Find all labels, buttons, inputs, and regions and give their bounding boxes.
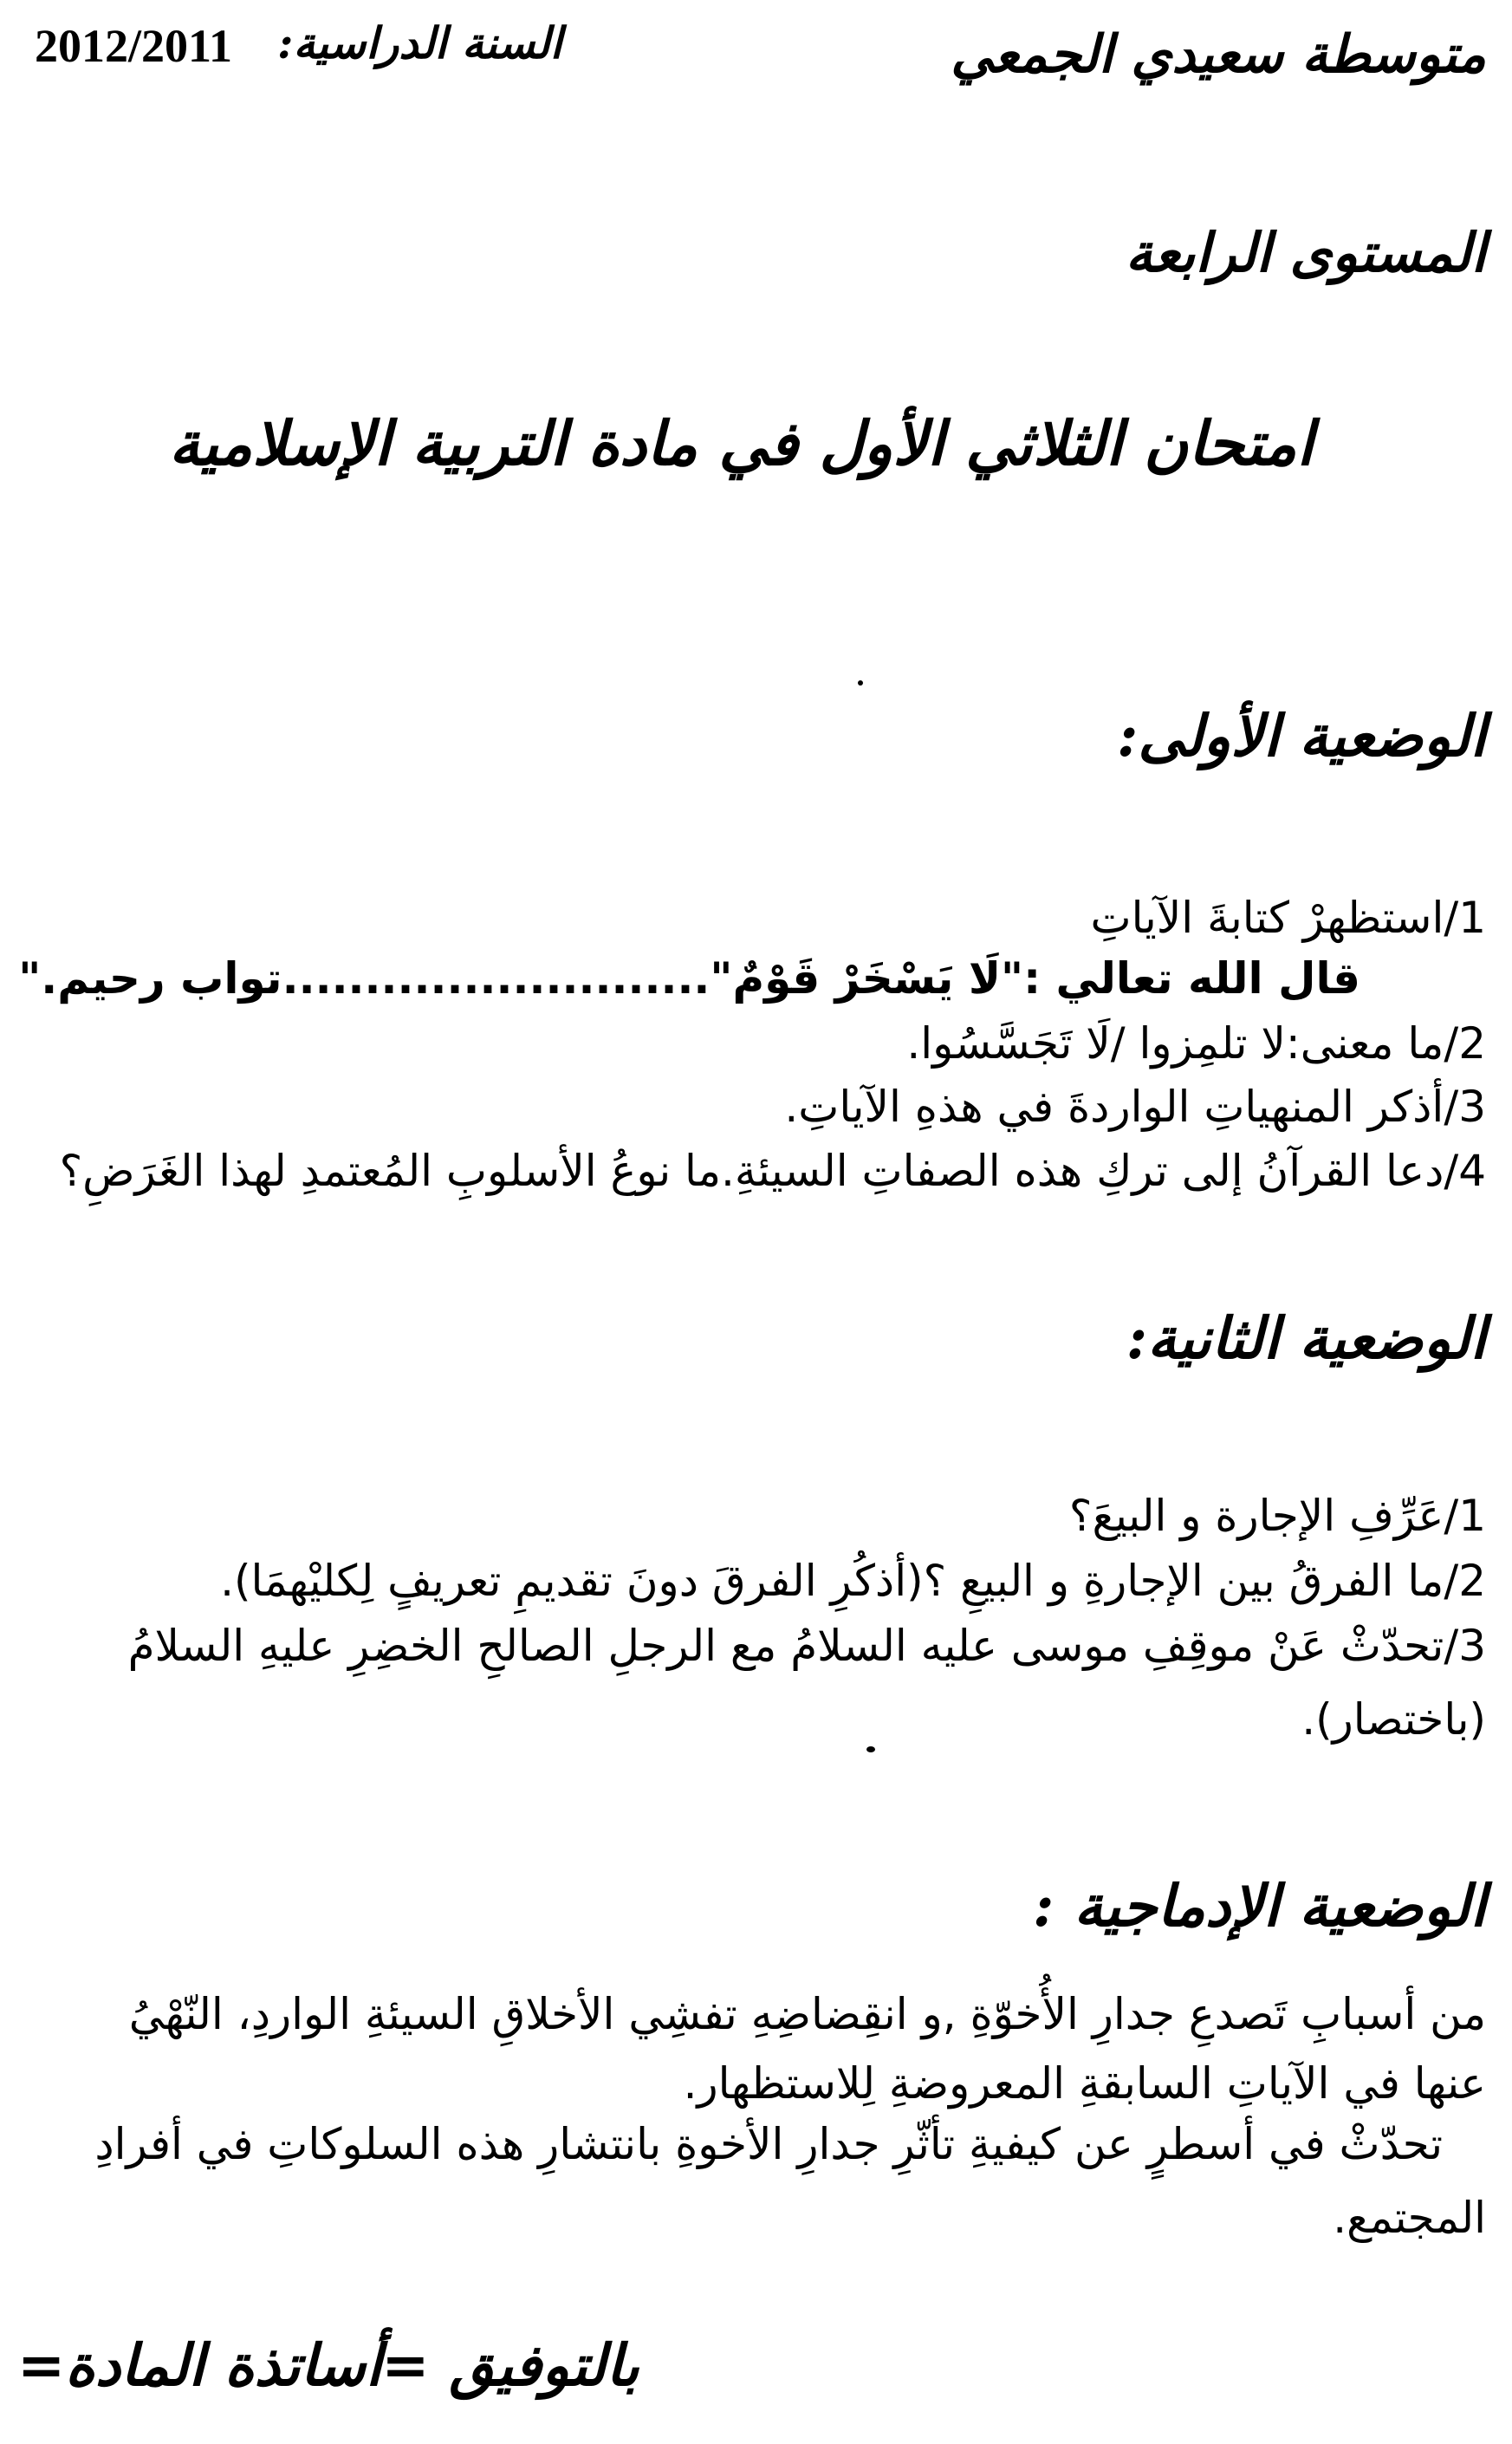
section-3-line: من أسبابِ تَصدعِ جدارِ الأُخوّةِ ,و انقِضاضِهِ تفشِي الأخلاقِ السيئةِ الواردِ، النّهْيُ bbox=[128, 1989, 1486, 2039]
section-3-heading: الوضعية الإدماجية : bbox=[1033, 1872, 1486, 1940]
exam-title: امتحان الثلاثي الأول في مادة التربية الإسلامية bbox=[169, 407, 1314, 479]
section-1-heading: الوضعية الأولى: bbox=[1116, 702, 1486, 770]
section-2-line: 3/تحدّثْ عَنْ موقِفِ موسى عليه السلامُ مع الرجلِ الصالحِ الخضِرِ عليهِ السلامُ bbox=[127, 1621, 1486, 1671]
section-2-line: 1/عَرِّفِ الإجارة و البيعَ؟ bbox=[1068, 1491, 1486, 1541]
section-1-line: قال الله تعالي :"لَا يَسْخَرْ قَوْمٌ"..........................تواب رحيم." bbox=[18, 953, 1360, 1004]
section-1-line: 1/استظهرْ كتابةَ الآياتِ bbox=[1090, 893, 1486, 943]
section-1-line: 4/دعا القرآنُ إلى تركِ هذه الصفاتِ السيئةِ.ما نوعُ الأسلوبِ المُعتمدِ لهذا الغَرَضِ؟ bbox=[59, 1146, 1486, 1196]
section-1-line: 3/أذكر المنهياتِ الواردةَ في هذهِ الآياتِ. bbox=[784, 1082, 1486, 1132]
scan-speck bbox=[866, 1746, 875, 1752]
grade-level: المستوى الرابعة bbox=[1125, 221, 1486, 284]
section-1-line: 2/ما معنى:لا تلمِزوا /لَا تَجَسَّسُوا. bbox=[906, 1018, 1486, 1069]
school-year-label: السنة الدراسية: bbox=[277, 17, 562, 68]
section-3-line: المجتمع. bbox=[1333, 2193, 1486, 2243]
school-name: متوسطة سعيدي الجمعي bbox=[951, 24, 1486, 85]
scan-speck bbox=[858, 680, 863, 686]
section-3-line: عنها في الآياتِ السابقةِ المعروضةِ لِلاستظهار. bbox=[683, 2058, 1486, 2109]
section-2-line: (باختصار). bbox=[1301, 1694, 1486, 1745]
section-2-heading: الوضعية الثانية: bbox=[1126, 1304, 1486, 1372]
school-year-value: 2012/2011 bbox=[35, 20, 233, 72]
section-3-line: تحدّثْ في أسطرٍ عن كيفيةِ تأثّرِ جدارِ الأخوةِ بانتشارِ هذه السلوكاتِ في أفرادِ bbox=[94, 2119, 1443, 2169]
section-2-line: 2/ما الفرقُ بين الإجارةِ و البيعِ ؟(أذكُرِ الفرقَ دونَ تقديمِ تعريفٍ لِكليْهمَا). bbox=[220, 1556, 1486, 1606]
closing-signature: بالتوفيق =أساتذة المادة= bbox=[17, 2331, 639, 2399]
